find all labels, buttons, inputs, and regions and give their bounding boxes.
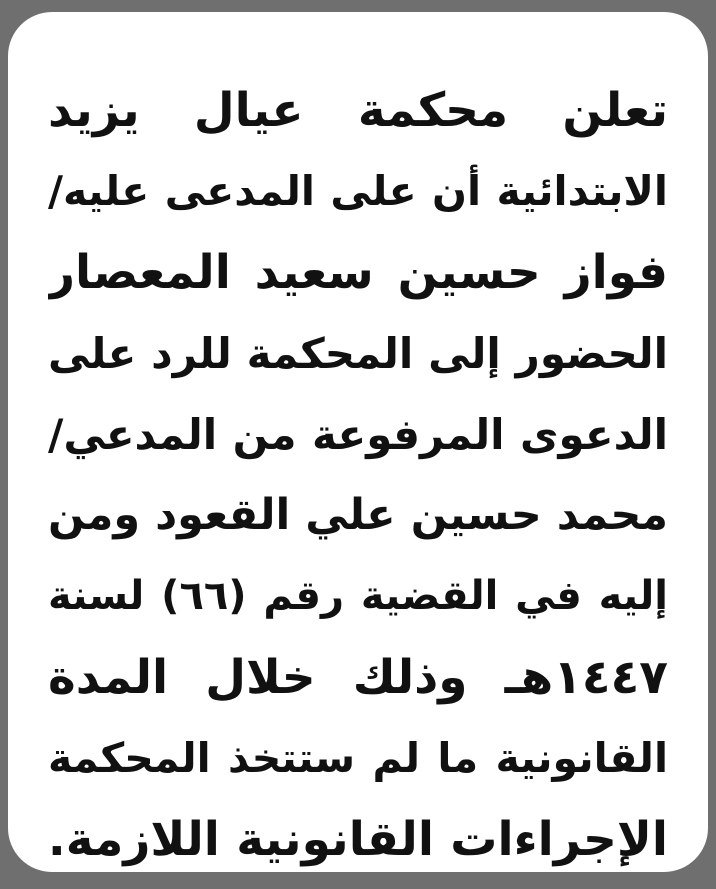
notice-line: ١٤٤٧هـ وذلك خلال المدة [48, 650, 668, 705]
notice-text [48, 70, 668, 880]
notice-line: الإجراءات القانونية اللازمة. [48, 812, 668, 867]
notice-line: الابتدائية أن على المدعى عليه/ [48, 167, 668, 215]
notice-line: الحضور إلى المحكمة للرد على [48, 329, 668, 378]
notice-card [8, 12, 708, 872]
notice-line: إليه في القضية رقم (٦٦) لسنة [48, 573, 668, 619]
notice-line: الدعوى المرفوعة من المدعي/ [48, 410, 668, 459]
notice-line: تعلن محكمة عيال يزيد [48, 83, 668, 138]
notice-line: محمد حسين علي القعود ومن [48, 490, 668, 540]
notice-line: فواز حسين سعيد المعصار [48, 245, 668, 300]
notice-line: القانونية ما لم ستتخذ المحكمة [48, 734, 668, 782]
